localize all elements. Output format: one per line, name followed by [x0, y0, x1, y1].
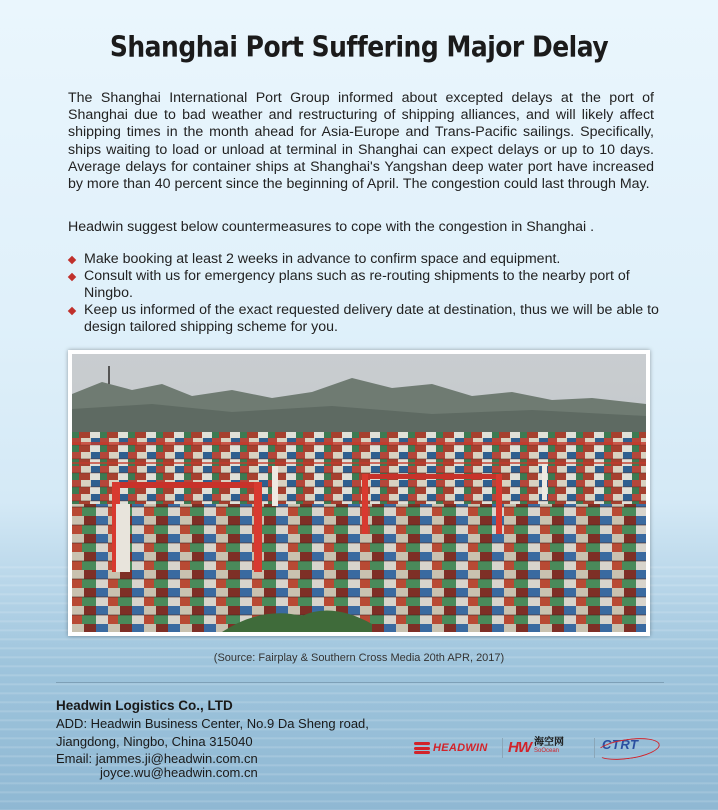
- diamond-bullet-icon: [68, 273, 76, 281]
- headwin-logo-text: HEADWIN: [433, 742, 488, 754]
- logo-separator: [594, 738, 595, 758]
- source-caption: (Source: Fairplay & Southern Cross Media 20th APR, 2017): [213, 652, 505, 664]
- company-address: ADD: Headwin Business Center, No.9 Da Sheng road, Jiangdong, Ningbo, China 315040: [56, 716, 369, 749]
- email-primary: Email: jammes.ji@headwin.com.cn: [56, 751, 258, 766]
- list-item: [68, 251, 660, 268]
- hw-logo-cn-block: [534, 738, 564, 756]
- hw-logo-text: HW: [508, 738, 531, 756]
- headwin-logo: [414, 740, 488, 756]
- company-name: Headwin Logistics Co., LTD: [56, 698, 233, 713]
- hw-logo-sub: SoOcean: [534, 748, 560, 754]
- diamond-bullet-icon: [68, 256, 76, 264]
- port-photo: [68, 350, 650, 636]
- partner-logos: [414, 736, 666, 760]
- hw-logo-cn: 海空网: [534, 737, 564, 748]
- logo-separator: [502, 738, 503, 758]
- page-title: Shanghai Port Suffering Major Delay: [109, 29, 609, 64]
- list-item: [68, 302, 660, 336]
- diamond-bullet-icon: [68, 307, 76, 315]
- haikongwang-logo: [508, 738, 564, 756]
- headwin-mark-icon: [414, 742, 430, 754]
- email-secondary: joyce.wu@headwin.com.cn: [100, 765, 258, 780]
- list-item: [68, 268, 660, 302]
- intro-paragraph: The Shanghai International Port Group informed about excepted delays at the port of Shanghai due to bad weather and restructuring of shipping alliances, and will likely affect shipping times in the month ahead for Asia-Europe and Trans-Pacific sailings. Specifically, ships waiting to load or unload at terminal in Shanghai can expect delays or up to 10 days. Average delays for container ships at Shanghai's Yangshan deep water port have increased by more than 40 percent since the beginning of April. The congestion could last through May.: [68, 90, 654, 193]
- container-port-illustration: [72, 354, 646, 632]
- list-item-text: Make booking at least 2 weeks in advance to confirm space and equipment.: [84, 251, 561, 267]
- list-item-text: Consult with us for emergency plans such as re-routing shipments to the nearby port of Ningbo.: [84, 268, 630, 301]
- list-item-text: Keep us informed of the exact requested delivery date at destination, thus we will be able to design tailored shipping scheme for you.: [84, 302, 659, 335]
- ctrt-logo-text: CTRT: [602, 737, 639, 752]
- countermeasure-list: [68, 251, 660, 336]
- footer-divider: [56, 682, 664, 683]
- suggestion-paragraph: Headwin suggest below countermeasures to cope with the congestion in Shanghai .: [68, 219, 595, 235]
- ctrt-logo: [602, 737, 638, 752]
